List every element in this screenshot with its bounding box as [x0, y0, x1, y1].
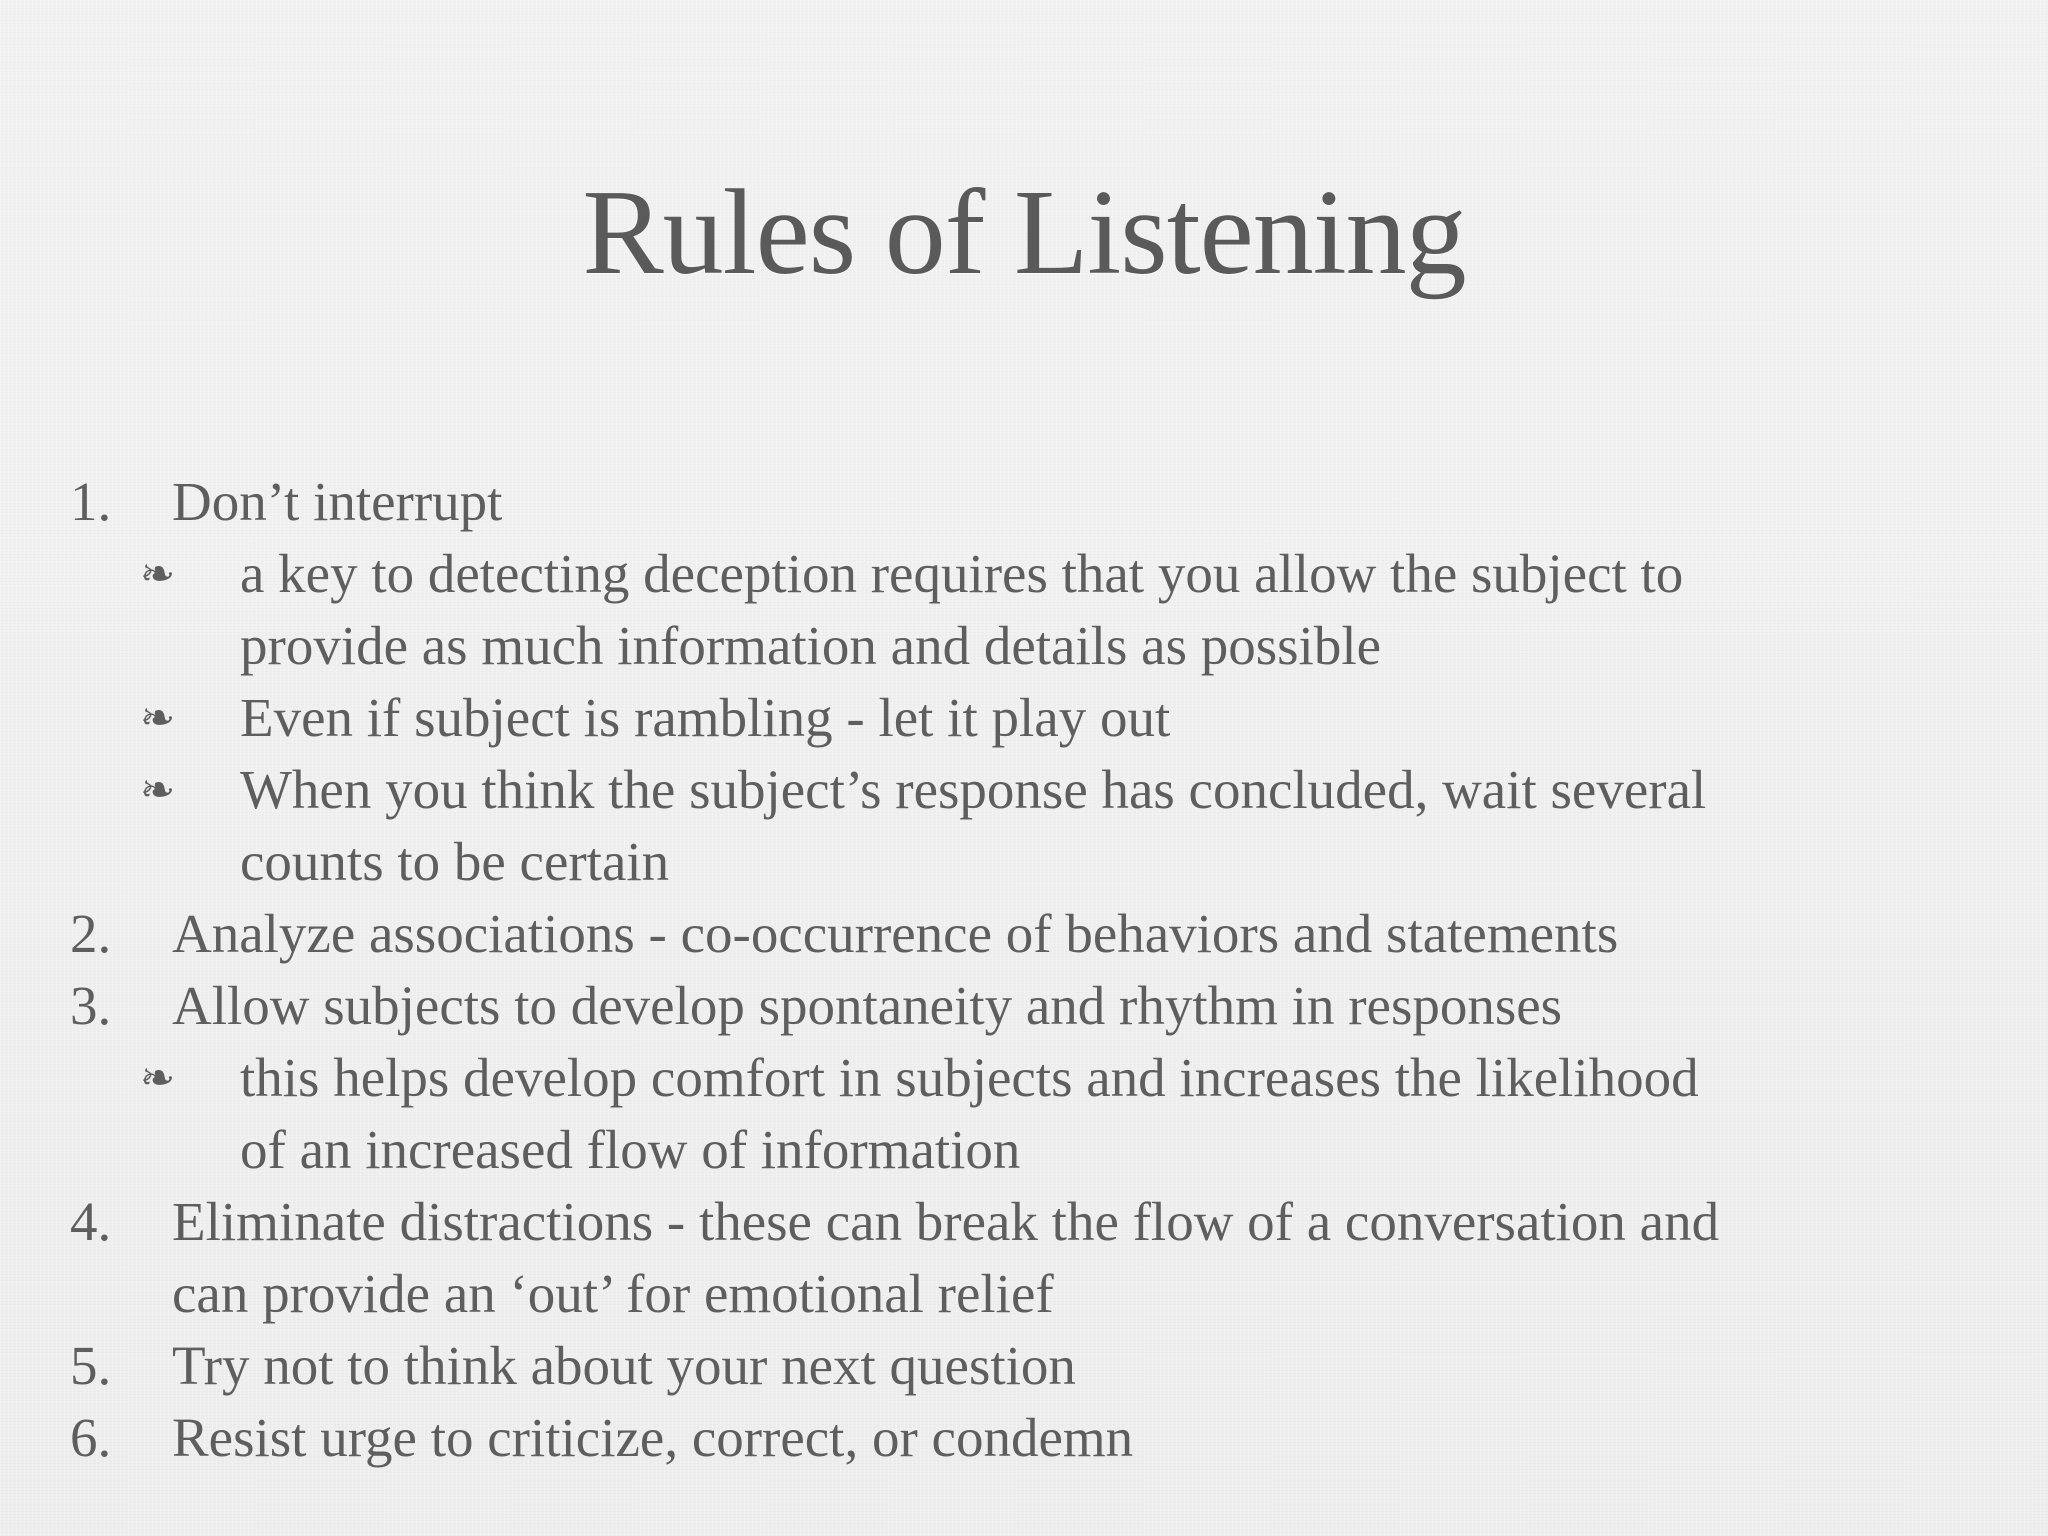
- fleuron-bullet-icon: ❧: [140, 549, 176, 598]
- list-item-2: [0, 898, 2048, 970]
- list-item-text: Try not to think about your next question: [172, 1335, 1076, 1396]
- sub-bullet-continuation: [0, 1114, 2048, 1186]
- list-item-3: [0, 970, 2048, 1042]
- list-number: 1.: [70, 471, 112, 532]
- sub-bullet-text-continued: of an increased flow of information: [240, 1119, 1021, 1180]
- sub-bullet-text: When you think the subject’s response has concluded, wait several: [240, 759, 1707, 820]
- sub-bullet-item: [0, 1042, 2048, 1114]
- sub-bullet-item: [0, 682, 2048, 754]
- fleuron-bullet-icon: ❧: [140, 693, 176, 742]
- slide-title: Rules of Listening: [582, 165, 1466, 300]
- fleuron-bullet-icon: ❧: [140, 765, 176, 814]
- fleuron-bullet-icon: ❧: [140, 1053, 176, 1102]
- list-number: 5.: [70, 1335, 112, 1396]
- list-item-text-continued: can provide an ‘out’ for emotional relief: [172, 1263, 1054, 1324]
- list-number: 3.: [70, 975, 112, 1036]
- list-item-text: Don’t interrupt: [172, 471, 503, 532]
- sub-bullet-continuation: [0, 826, 2048, 898]
- sub-bullet-item: [0, 754, 2048, 826]
- list-item-6: [0, 1402, 2048, 1474]
- list-number: 2.: [70, 903, 112, 964]
- list-item-text: Allow subjects to develop spontaneity and rhythm in responses: [172, 975, 1563, 1036]
- sub-bullet-item: [0, 538, 2048, 610]
- sub-bullet-text: this helps develop comfort in subjects and increases the likelihood: [240, 1047, 1699, 1108]
- slide-content: [0, 466, 2048, 1474]
- sub-bullet-text: a key to detecting deception requires that you allow the subject to: [240, 543, 1684, 604]
- list-number: 6.: [70, 1407, 112, 1468]
- sub-bullet-text: Even if subject is rambling - let it play out: [240, 687, 1171, 748]
- list-item-5: [0, 1330, 2048, 1402]
- sub-bullet-text-continued: provide as much information and details as possible: [240, 615, 1382, 676]
- list-item-text: Resist urge to criticize, correct, or condemn: [172, 1407, 1134, 1468]
- list-item-text: Eliminate distractions - these can break the flow of a conversation and: [172, 1191, 1720, 1252]
- list-number: 4.: [70, 1191, 112, 1252]
- sub-bullet-text-continued: counts to be certain: [240, 831, 670, 892]
- list-item-text: Analyze associations - co-occurrence of behaviors and statements: [172, 903, 1619, 964]
- sub-bullet-continuation: [0, 610, 2048, 682]
- list-item-continuation: [0, 1258, 2048, 1330]
- list-item-4: [0, 1186, 2048, 1258]
- list-item-1: [0, 466, 2048, 538]
